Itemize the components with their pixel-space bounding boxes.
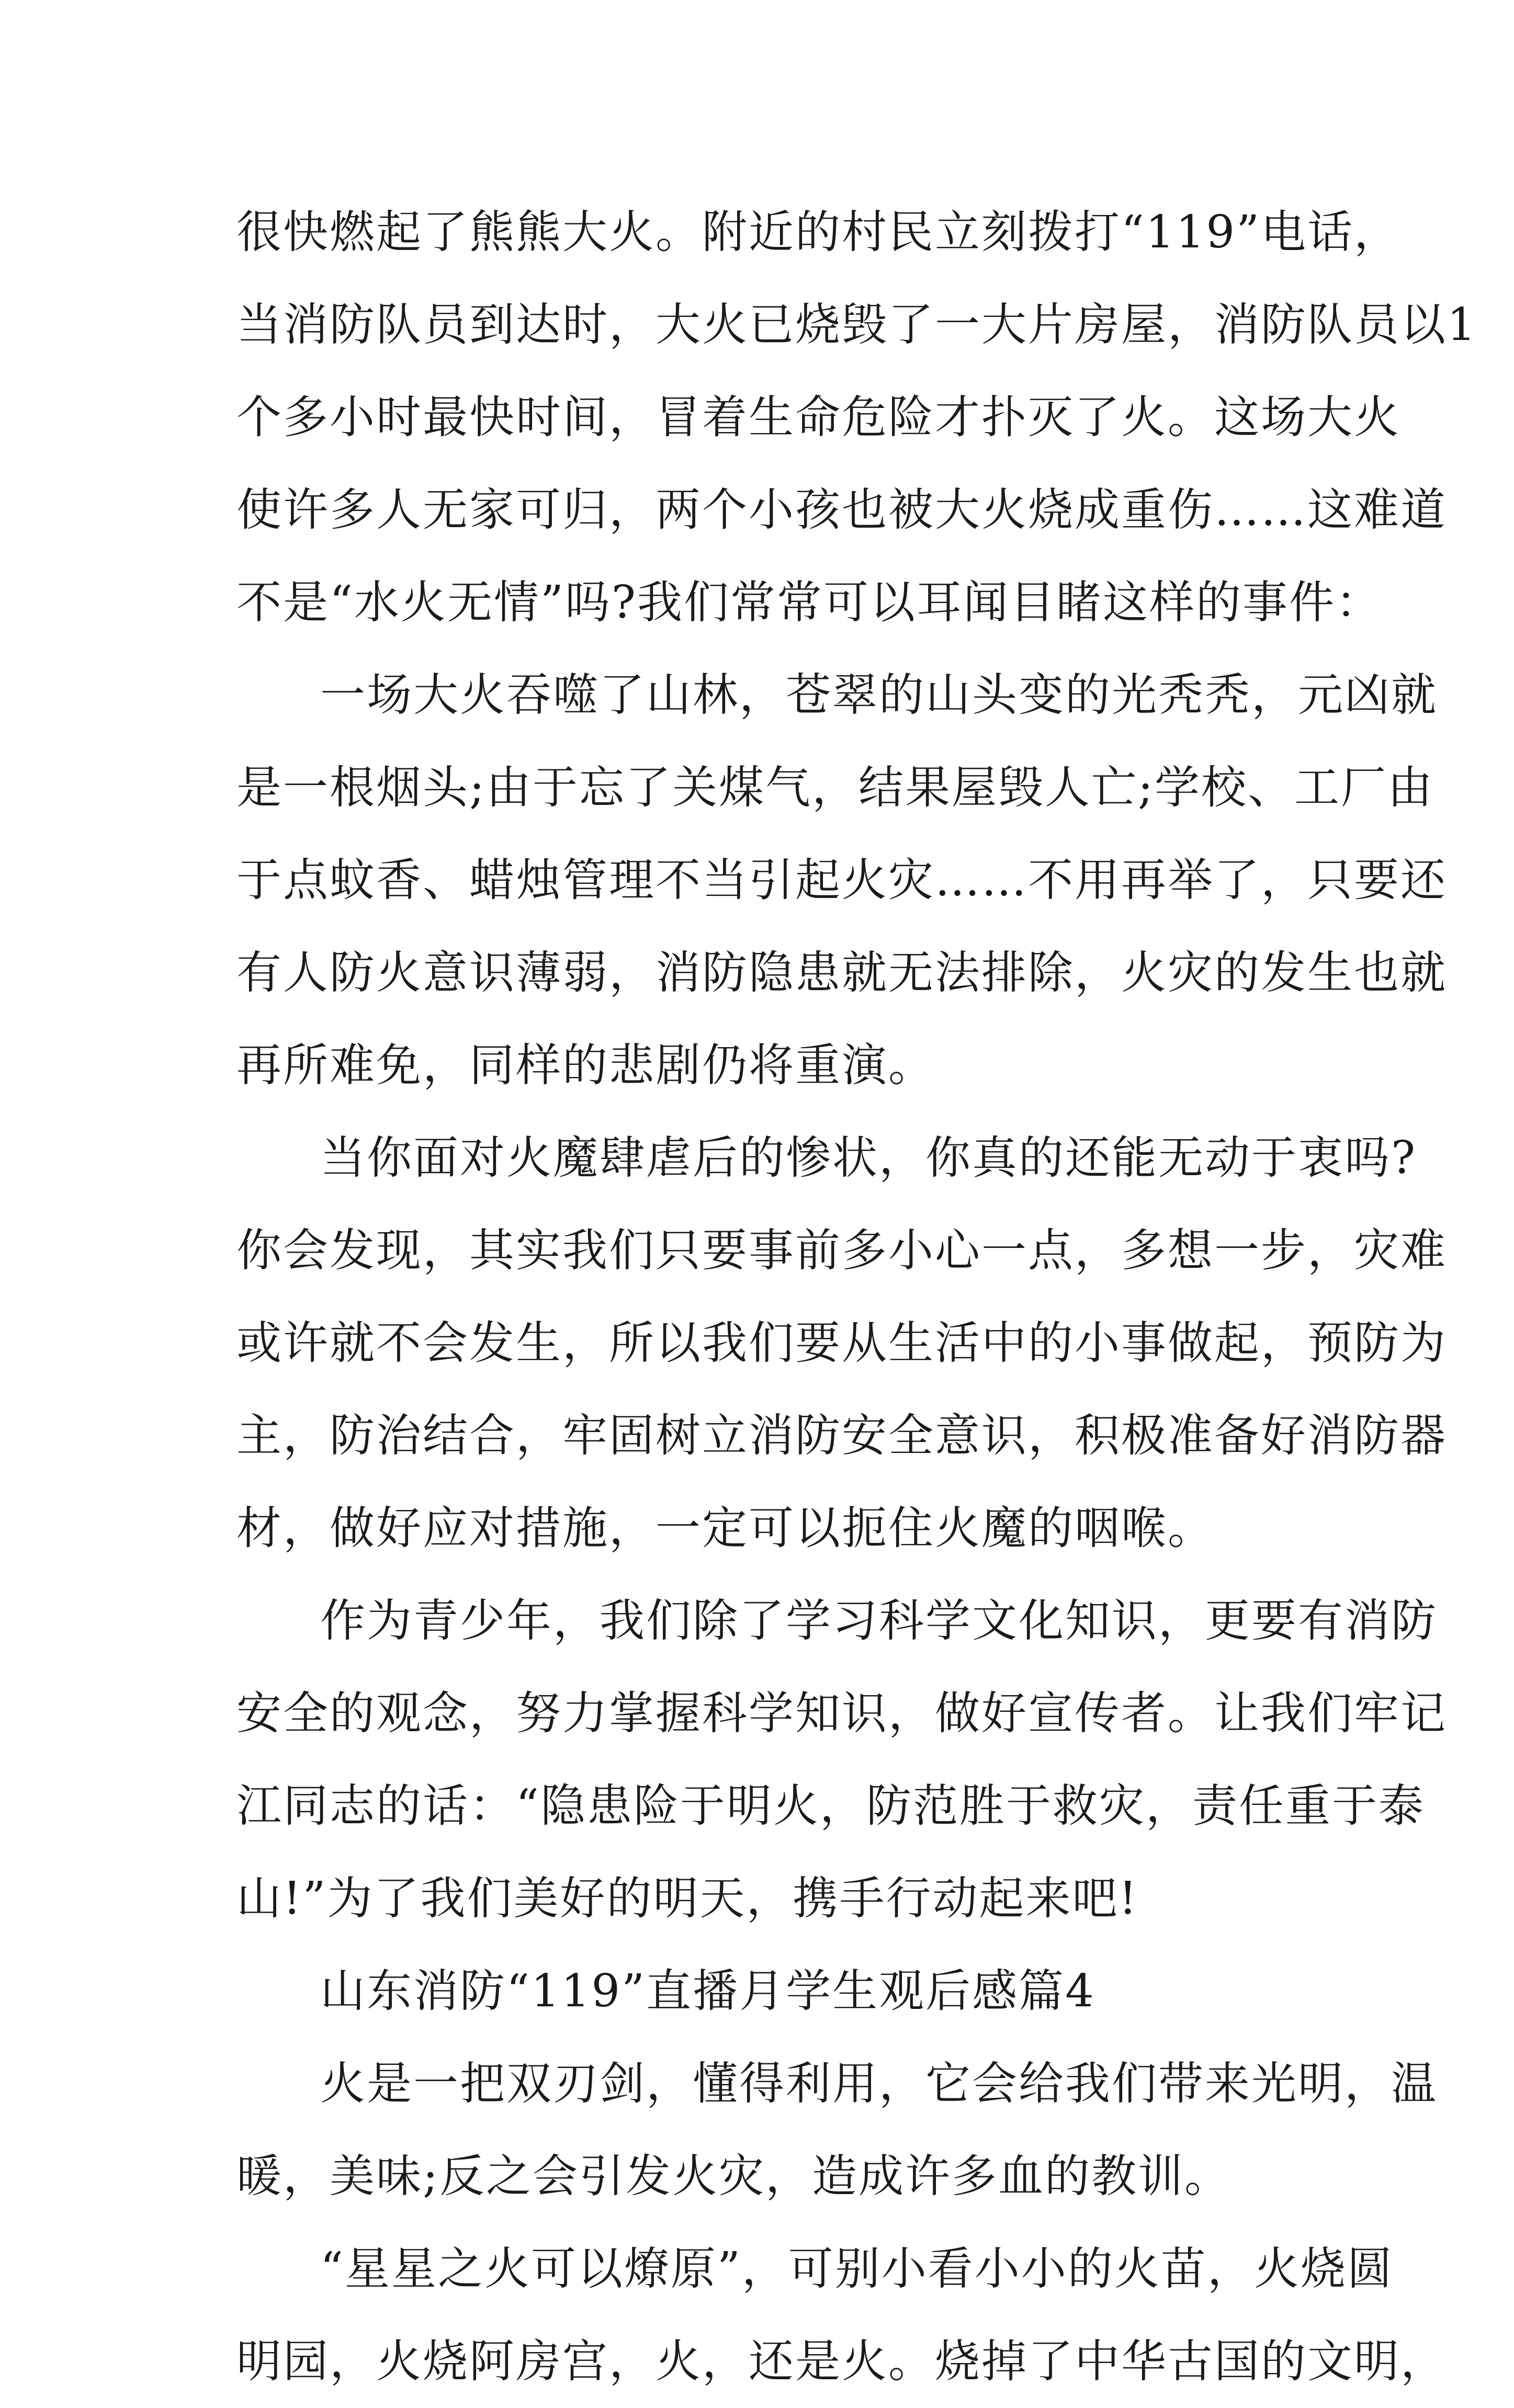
text-line: 不是“水火无情”吗?我们常常可以耳闻目睹这样的事件：	[236, 576, 1383, 629]
text-line: 你会发现，其实我们只要事前多小心一点，多想一步，灾难	[236, 1224, 1447, 1277]
paragraph-start-line: “星星之火可以燎原”，可别小看小小的火苗，火烧圆	[320, 2243, 1394, 2295]
paragraph-start-line: 火是一把双刃剑，懂得利用，它会给我们带来光明，温	[320, 2058, 1438, 2110]
text-line: 是一根烟头;由于忘了关煤气，结果屋毁人亡;学校、工厂由	[236, 762, 1434, 814]
paragraph-start-line: 当你面对火魔肆虐后的惨状，你真的还能无动于衷吗?	[320, 1132, 1417, 1184]
text-line: 很快燃起了熊熊大火。附近的村民立刻拨打“119”电话，	[236, 206, 1401, 258]
section-heading: 山东消防“119”直播月学生观后感篇4	[320, 1965, 1095, 2017]
body-text	[236, 186, 1477, 2408]
text-line: 个多小时最快时间，冒着生命危险才扑灭了火。这场大火	[236, 391, 1400, 444]
text-line: 有人防火意识薄弱，消防隐患就无法排除，火灾的发生也就	[236, 947, 1447, 999]
text-line: 江同志的话：“隐患险于明火，防范胜于救灾，责任重于泰	[236, 1780, 1425, 1832]
text-line: 材，做好应对措施，一定可以扼住火魔的咽喉。	[236, 1502, 1214, 1554]
paragraph-start-line: 一场大火吞噬了山林，苍翠的山头变的光秃秃，元凶就	[320, 669, 1438, 721]
text-line: 再所难免，同样的悲剧仍将重演。	[236, 1039, 935, 1092]
text-line: 山!”为了我们美好的明天，携手行动起来吧!	[236, 1872, 1139, 1925]
text-line: 于点蚊香、蜡烛管理不当引起火灾……不用再举了，只要还	[236, 854, 1447, 906]
text-line: 当消防队员到达时，大火已烧毁了一大片房屋，消防队员以1	[236, 299, 1477, 351]
text-line: 主，防治结合，牢固树立消防安全意识，积极准备好消防器	[236, 1410, 1447, 1462]
text-line: 使许多人无家可归，两个小孩也被大火烧成重伤……这难道	[236, 484, 1447, 536]
text-line: 安全的观念，努力掌握科学知识，做好宣传者。让我们牢记	[236, 1687, 1447, 1740]
text-line: 或许就不会发生，所以我们要从生活中的小事做起，预防为	[236, 1317, 1447, 1369]
text-line: 暖，美味;反之会引发火灾，造成许多血的教训。	[236, 2150, 1231, 2202]
paragraph-start-line: 作为青少年，我们除了学习科学文化知识，更要有消防	[320, 1595, 1438, 1647]
text-line: 明园，火烧阿房宫，火，还是火。烧掉了中华古国的文明，	[236, 2335, 1447, 2388]
